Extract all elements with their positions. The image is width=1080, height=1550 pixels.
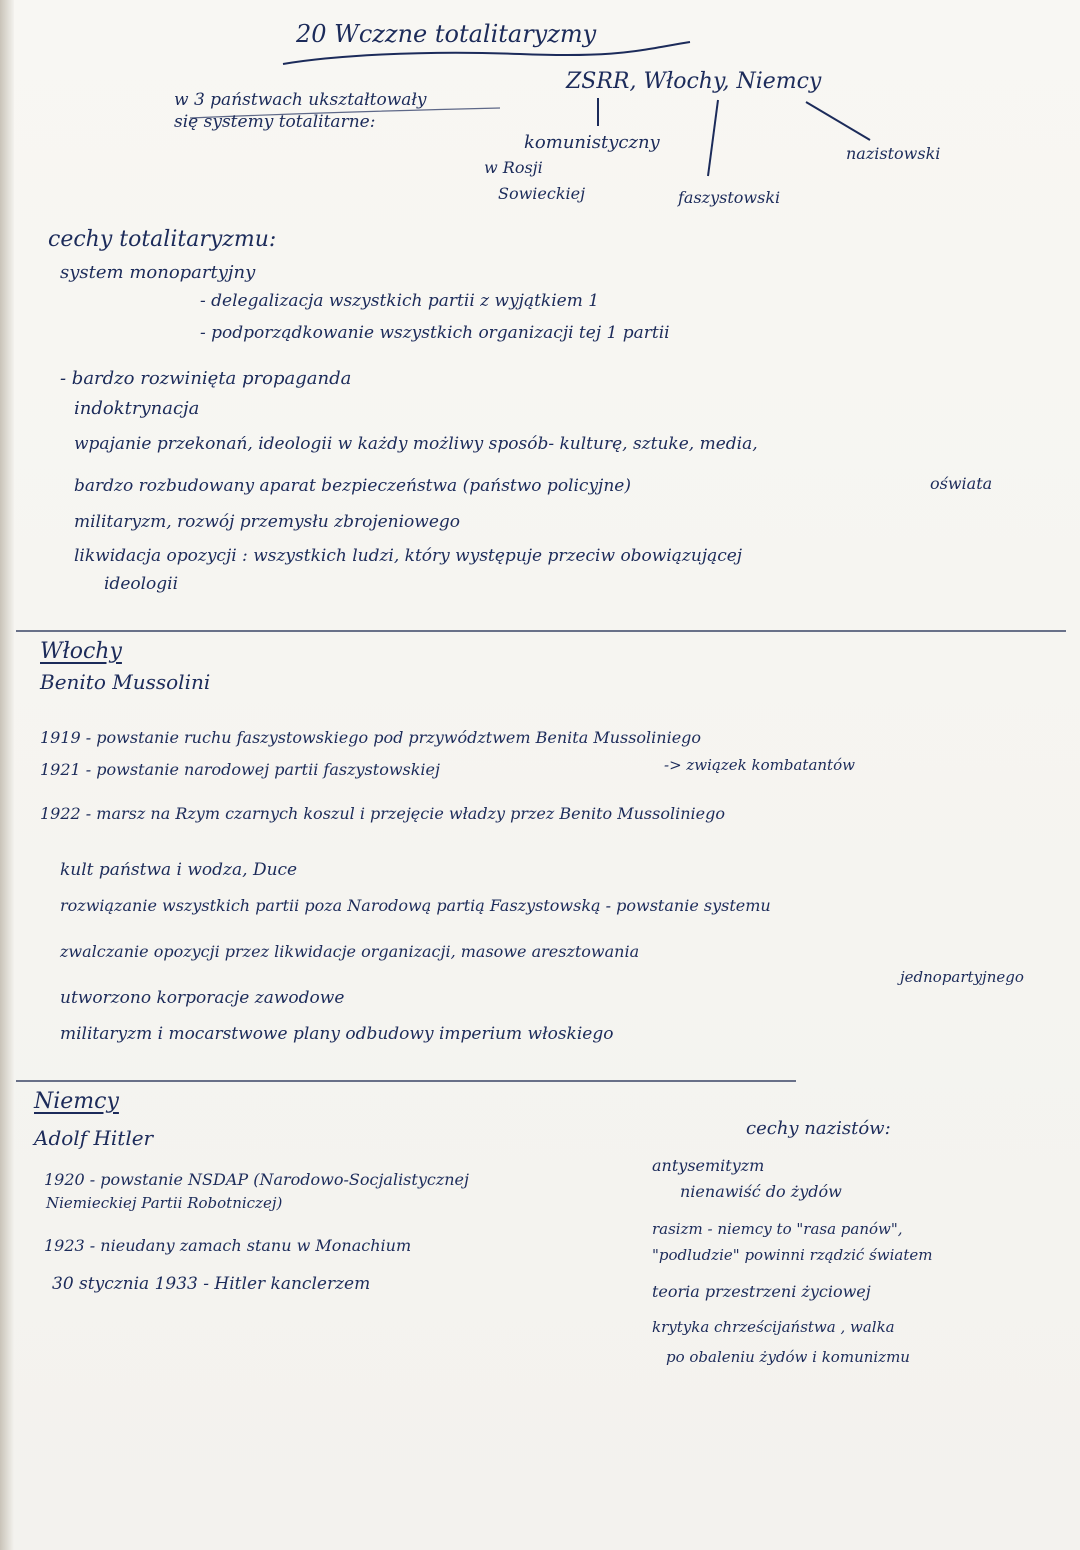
nazi-feature-continuation: po obaleniu żydów i komunizmu	[666, 1348, 910, 1366]
intro-text-line1: w 3 państwach ukształtowały	[174, 90, 427, 110]
ussr-system-type: komunistyczny	[524, 132, 660, 153]
feature-item-continuation: ideologii	[104, 574, 179, 594]
italy-system-type: faszystowski	[678, 188, 781, 207]
feature-item: system monopartyjny	[60, 262, 256, 283]
section-divider	[16, 630, 1066, 632]
italy-event: 1921 - powstanie narodowej partii faszystowskiej	[40, 760, 440, 779]
nazi-feature: teoria przestrzeni życiowej	[652, 1282, 871, 1301]
countries-list: ZSRR, Włochy, Niemcy	[566, 69, 822, 94]
italy-event: 1919 - powstanie ruchu faszystowskiego pod przywództwem Benita Mussoliniego	[40, 728, 702, 747]
germany-leader: Adolf Hitler	[34, 1126, 154, 1150]
nazi-feature-continuation: "podludzie" powinni rządzić światem	[652, 1246, 933, 1264]
nazi-feature: antysemityzm	[652, 1156, 765, 1175]
feature-item: bardzo rozbudowany aparat bezpieczeństwa (państwo policyjne)	[74, 476, 631, 496]
ussr-system-country: Sowieckiej	[498, 184, 586, 203]
germany-event: 1920 - powstanie NSDAP (Narodowo-Socjalistycznej	[44, 1170, 469, 1189]
italy-leader: Benito Mussolini	[40, 670, 211, 694]
intro-text-line2: się systemy totalitarne:	[174, 112, 376, 132]
feature-item: wpajanie przekonań, ideologii w każdy możliwy sposób- kulturę, sztuke, media,	[74, 434, 758, 454]
germany-system-type: nazistowski	[846, 144, 941, 163]
feature-item-continuation: oświata	[930, 474, 993, 493]
nazi-feature: krytyka chrześcijaństwa , walka	[652, 1318, 895, 1336]
nazi-feature: rasizm - niemcy to "rasa panów",	[652, 1220, 903, 1238]
italy-heading: Włochy	[40, 639, 122, 664]
italy-bullet: kult państwa i wodza, Duce	[60, 860, 298, 880]
feature-item: militaryzm, rozwój przemysłu zbrojeniowego	[74, 512, 461, 532]
ussr-system-place: w Rosji	[484, 158, 543, 177]
germany-event: 30 stycznia 1933 - Hitler kanclerzem	[52, 1274, 371, 1294]
feature-subitem: - delegalizacja wszystkich partii z wyjątkiem 1	[200, 291, 600, 311]
germany-event: 1923 - nieudany zamach stanu w Monachium	[44, 1236, 412, 1255]
italy-bullet: utworzono korporacje zawodowe	[60, 988, 345, 1008]
nazi-feature-continuation: nienawiść do żydów	[680, 1182, 842, 1201]
italy-bullet: rozwiązanie wszystkich partii poza Narodową partią Faszystowską - powstanie systemu	[60, 896, 771, 915]
feature-item: indoktrynacja	[74, 398, 200, 419]
feature-item: likwidacja opozycji : wszystkich ludzi, który występuje przeciw obowiązującej	[74, 546, 743, 566]
feature-subitem: - podporządkowanie wszystkich organizacji tej 1 partii	[200, 323, 670, 343]
germany-heading: Niemcy	[34, 1089, 119, 1114]
italy-bullet-continuation: jednopartyjnego	[900, 968, 1024, 986]
italy-event-note: -> związek kombatantów	[664, 756, 855, 774]
italy-bullet: militaryzm i mocarstwowe plany odbudowy imperium włoskiego	[60, 1024, 614, 1044]
nazi-features-heading: cechy nazistów:	[746, 1118, 891, 1139]
section-divider	[16, 1080, 796, 1082]
italy-bullet: zwalczanie opozycji przez likwidacje organizacji, masowe aresztowania	[60, 942, 640, 961]
italy-event: 1922 - marsz na Rzym czarnych koszul i przejęcie władzy przez Benito Mussoliniego	[40, 804, 725, 823]
page-title: 20 Wczzne totalitaryzmy	[296, 20, 597, 48]
germany-event-continuation: Niemieckiej Partii Robotniczej)	[46, 1194, 283, 1212]
features-heading: cechy totalitaryzmu:	[48, 227, 277, 252]
feature-item: - bardzo rozwinięta propaganda	[60, 368, 352, 389]
